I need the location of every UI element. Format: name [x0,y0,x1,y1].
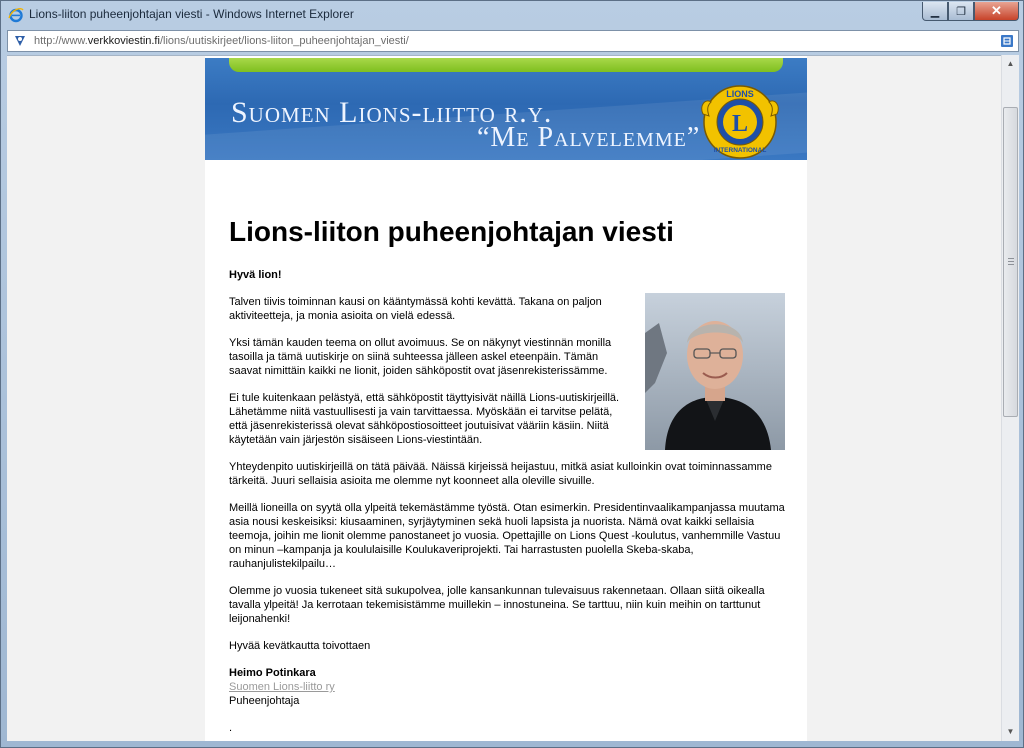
logo-letter: L [731,111,749,137]
signature-role: Puheenjohtaja [229,695,300,707]
banner-green-strip [229,58,783,72]
window-title: Lions-liiton puheenjohtajan viesti - Windows Internet Explorer [29,7,354,21]
scrollbar-thumb[interactable] [1003,107,1018,417]
chairman-photo [645,293,785,450]
paragraph-6: Olemme jo vuosia tukeneet sitä sukupolvea, jolle kansankunnan tulevaisuus rakennetaan. Ollaan siitä oikealla tavalla ylpeitä! Ja kerrotaan tekemisistämme muillekin – innostuneina. Se tarttuu, niin kuin meihin on tarttunut leijonahenki! [229,585,765,625]
lions-international-logo [697,76,787,160]
organization-link[interactable]: Suomen Lions-liitto ry [229,681,335,693]
article-title: Lions-liiton puheenjohtajan viesti [229,216,674,247]
paragraph-3: Ei tule kuitenkaan pelästyä, että sähköpostit täyttyisivät näillä Lions-uutiskirjeillä. Lähetämme niitä vastuullisesti ja vain tarvittaessa. Myöskään ei tarvitse pelätä, että jäsenrekisterissä olevat sähköpostiosoitteet joutuisivat vääriin käsiin. Niitä käytetään vain järjestön sisäiseen Lions-viestintään. [229,392,620,446]
banner-organization: Suomen Lions-liitto r.y. [231,96,553,129]
logo-text-top: LIONS [726,89,754,99]
vertical-scrollbar[interactable] [1001,55,1019,741]
page-viewport[interactable] [7,55,1001,741]
newsletter-page [205,56,807,741]
window-controls [922,2,1019,21]
closing-line: Hyvää kevätkautta toivottaen [229,640,371,652]
title-bar[interactable] [1,1,1023,29]
greeting: Hyvä lion! [229,269,282,281]
signature-name: Heimo Potinkara [229,667,316,679]
paragraph-1: Talven tiivis toiminnan kausi on kääntymässä kohti kevättä. Takana on paljon aktiviteetteja, ja monia asioita on vielä edessä. [229,296,602,322]
header-banner [205,58,807,160]
paragraph-5: Meillä lioneilla on syytä olla ylpeitä tekemästämme työstä. Otan esimerkin. Presidentinvaalikampanjassa muutama asia nousi keskeisiksi: kiusaaminen, syrjäytyminen sekä huoli lapsista ja nuorista. Nämä ovat kaikki sellaisia teemoja, joihin me lionit olemme panostaneet jo vuosia. Opettajille on Lions Quest -koulutus, vanhemmille Vastuu on minun –kampanja ja koululaisille Koulukaveriprojekti. Tai harrastusten puolella Skeba-skaba, rauhanjulistekilpailu… [229,502,785,570]
trailing-dot: . [229,722,233,734]
logo-text-bottom: INTERNATIONAL [713,147,767,154]
banner-motto: “Me Palvelemme” [477,122,701,153]
close-button[interactable]: ✕ [974,2,1019,21]
compatibility-view-icon[interactable] [1000,34,1014,48]
maximize-button[interactable]: ❐ [948,2,974,21]
paragraph-2: Yksi tämän kauden teema on ollut avoimuus. Se on näkynyt viestinnän monilla tasoilla ja tämä uutiskirje on siinä suhteessa jälleen askel eteenpäin. Tämän saavat nimittäin kaikki ne lionit, joiden sähköpostit ovat jäsenrekisterissämme. [229,337,612,377]
ie-logo-icon [8,7,24,23]
scroll-up-icon[interactable]: ▲ [1006,59,1015,68]
minimize-button[interactable]: ▁ [922,2,948,21]
scroll-down-icon[interactable]: ▼ [1006,727,1015,736]
paragraph-4: Yhteydenpito uutiskirjeillä on tätä päivää. Näissä kirjeissä heijastuu, mitkä asiat kulloinkin ovat toiminnassamme tärkeitä. Juuri sellaisia asioita me olemme nyt koonneet alla oleville sivuille. [229,461,772,487]
address-bar[interactable] [7,30,1019,52]
article-body [229,216,785,735]
address-url[interactable]: http://www.verkkoviestin.fi/lions/uutiskirjeet/lions-liiton_puheenjohtajan_viesti/ [34,35,409,47]
page-icon [13,34,27,48]
